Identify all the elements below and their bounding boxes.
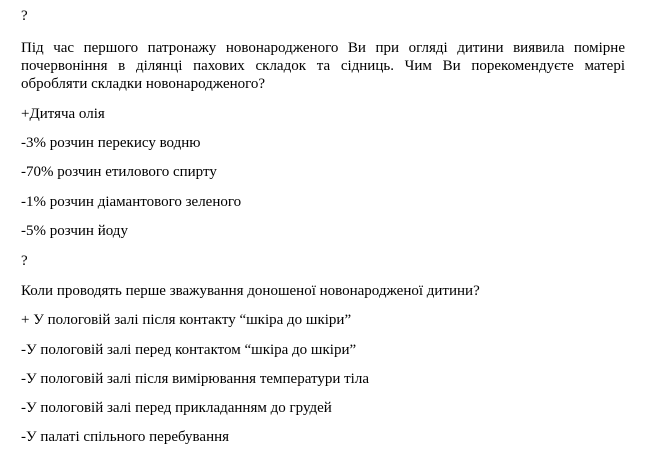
question-2-option-5: -У палаті спільного перебування bbox=[21, 429, 230, 445]
question-1-option-2: -3% розчин перекису водню bbox=[21, 135, 201, 151]
question-2-option-3: -У пологовій залі після вимірювання температури тіла bbox=[21, 371, 369, 387]
question-1-marker: ? bbox=[21, 8, 28, 24]
question-1-option-5: -5% розчин йоду bbox=[21, 223, 128, 239]
question-2-text: Коли проводять перше зважування доношеної новонародженої дитини? bbox=[21, 283, 480, 299]
question-1-option-3: -70% розчин етилового спирту bbox=[21, 164, 217, 180]
question-2-option-2: -У пологовій залі перед контактом “шкіра до шкіри” bbox=[21, 342, 357, 358]
question-1-text: Під час першого патронажу новонародженого Ви при огляді дитини виявила помірне почервоніння в ділянці пахових складок та сідниць. Чим Ви порекомендуєте матері обробляти складки новонародженого? bbox=[21, 40, 625, 92]
question-1-option-1: +Дитяча олія bbox=[21, 106, 105, 122]
question-2-option-1: + У пологовій залі після контакту “шкіра до шкіри” bbox=[21, 312, 352, 328]
question-1-option-4: -1% розчин діамантового зеленого bbox=[21, 194, 242, 210]
question-2-marker: ? bbox=[21, 253, 28, 269]
question-2-option-4: -У пологовій залі перед прикладанням до грудей bbox=[21, 400, 332, 416]
